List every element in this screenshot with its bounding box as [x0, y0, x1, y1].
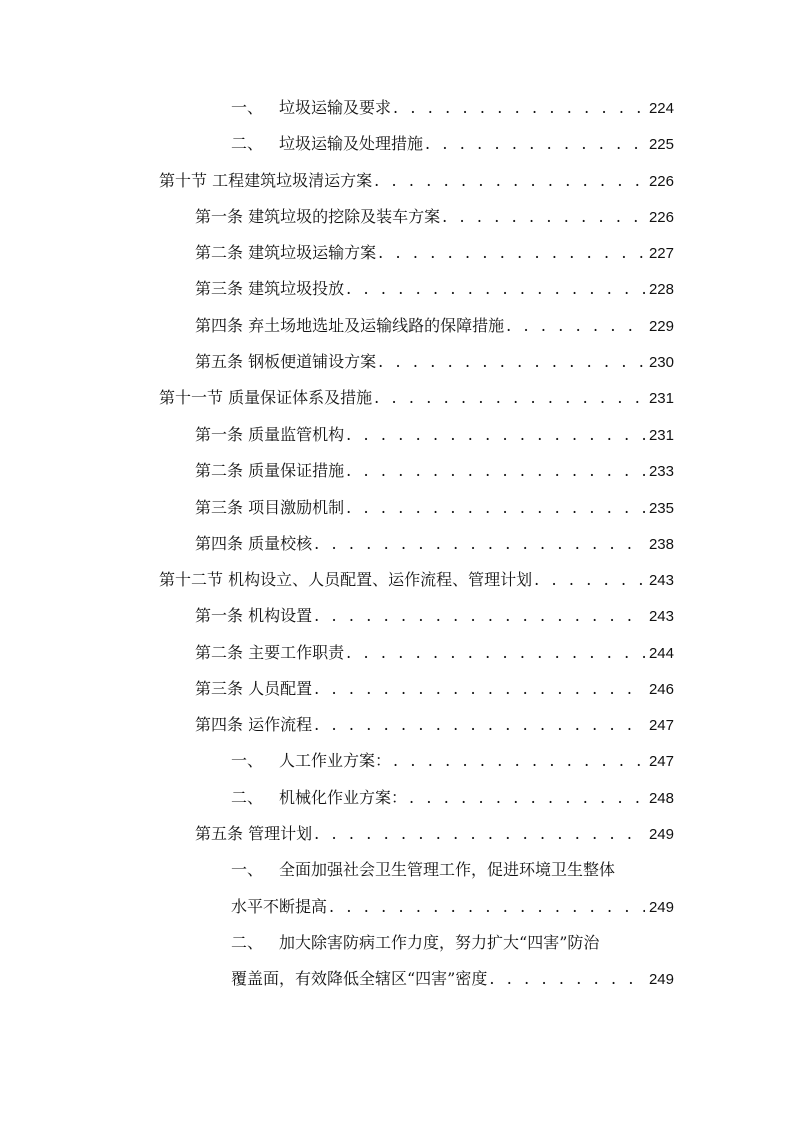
toc-entry-title: 第五条 管理计划: [195, 824, 313, 843]
toc-entry[interactable]: [195, 496, 674, 520]
toc-entry-title: 第十二节 机构设立、人员配置、运作流程、管理计划: [159, 570, 533, 589]
toc-entry-title: 第三条 建筑垃圾投放: [195, 279, 345, 298]
toc-entry-first-line[interactable]: [231, 858, 674, 882]
toc-entry-title: 二、 机械化作业方案：: [231, 788, 408, 807]
toc-entry-title: 第二条 主要工作职责: [195, 643, 345, 662]
toc-entry[interactable]: [231, 96, 674, 120]
toc-entry[interactable]: [231, 895, 674, 919]
dot-leader: [409, 786, 645, 810]
toc-entry[interactable]: [195, 459, 674, 483]
dot-leader: [314, 532, 645, 556]
toc-page-number: 229: [648, 318, 674, 335]
dot-leader: [346, 423, 645, 447]
toc-entry-title: 第四条 弃土场地选址及运输线路的保障措施: [195, 316, 505, 335]
toc-entry[interactable]: [195, 314, 674, 338]
toc-page-number: 227: [648, 245, 674, 262]
dot-leader: [329, 895, 645, 919]
toc-entry[interactable]: [231, 967, 674, 991]
toc-page-number: 248: [648, 790, 674, 807]
toc-entry[interactable]: [159, 386, 674, 410]
toc-entry[interactable]: [231, 749, 674, 773]
toc-page-number: 226: [648, 209, 674, 226]
toc-entry-title: 第十节 工程建筑垃圾清运方案: [159, 171, 373, 190]
toc-page-number: 238: [648, 536, 674, 553]
toc-entry-title: 第一条 建筑垃圾的挖除及装车方案: [195, 207, 441, 226]
dot-leader: [314, 677, 645, 701]
toc-entry-title: 第三条 人员配置: [195, 679, 313, 698]
dot-leader: [346, 277, 645, 301]
dot-leader: [346, 496, 645, 520]
dot-leader: [314, 604, 645, 628]
toc-page-number: 230: [648, 354, 674, 371]
toc-page-number: 249: [648, 826, 674, 843]
toc-entry[interactable]: [195, 641, 674, 665]
toc-entry[interactable]: [231, 132, 674, 156]
toc-entry[interactable]: [159, 169, 674, 193]
toc-entry[interactable]: [195, 277, 674, 301]
toc-entry-title: 全面加强社会卫生管理工作，促进环境卫生整体: [279, 860, 616, 879]
toc-page-number: 247: [648, 753, 674, 770]
dot-leader: [506, 314, 645, 338]
toc-entry-number: 二、: [231, 933, 264, 952]
toc-page-number: 224: [648, 100, 674, 117]
toc-entry[interactable]: [231, 786, 674, 810]
toc-entry-number: 一、: [231, 860, 264, 879]
toc-entry-title: 第一条 质量监管机构: [195, 425, 345, 444]
toc-entry-title: 一、 垃圾运输及要求: [231, 98, 392, 117]
dot-leader: [393, 749, 645, 773]
dot-leader: [442, 205, 645, 229]
toc-entry[interactable]: [195, 350, 674, 374]
toc-entry-title: 第二条 建筑垃圾运输方案: [195, 243, 377, 262]
toc-entry[interactable]: [195, 205, 674, 229]
dot-leader: [314, 713, 645, 737]
toc-entry-title: 第二条 质量保证措施: [195, 461, 345, 480]
toc-entry-title: 第一条 机构设置: [195, 606, 313, 625]
dot-leader: [314, 822, 645, 846]
toc-page-number: 249: [648, 899, 674, 916]
toc-page-number: 243: [648, 572, 674, 589]
dot-leader: [534, 568, 645, 592]
toc-entry-title-continued: 覆盖面，有效降低全辖区“四害”密度: [231, 969, 488, 988]
toc-entry-title: 第十一节 质量保证体系及措施: [159, 388, 373, 407]
toc-page-number: 247: [648, 717, 674, 734]
dot-leader: [346, 641, 645, 665]
dot-leader: [378, 241, 645, 265]
dot-leader: [374, 169, 645, 193]
toc-entry[interactable]: [195, 241, 674, 265]
toc-entry-title: 第四条 质量校核: [195, 534, 313, 553]
toc-page-number: 225: [648, 136, 674, 153]
toc-page-number: 243: [648, 608, 674, 625]
toc-entry[interactable]: [195, 677, 674, 701]
toc-page-number: 235: [648, 500, 674, 517]
toc-entry[interactable]: [195, 822, 674, 846]
dot-leader: [346, 459, 645, 483]
toc-page-number: 228: [648, 281, 674, 298]
toc-page-number: 249: [648, 971, 674, 988]
dot-leader: [489, 967, 645, 991]
toc-page-number: 231: [648, 427, 674, 444]
toc-entry-title-continued: 水平不断提高: [231, 897, 328, 916]
toc-page-number: 246: [648, 681, 674, 698]
toc-entry-title: 二、 垃圾运输及处理措施: [231, 134, 424, 153]
toc-entry-title: 一、 人工作业方案：: [231, 751, 392, 770]
toc-page-number: 244: [648, 645, 674, 662]
toc-entry[interactable]: [195, 423, 674, 447]
toc-entry-title: 加大除害防病工作力度，努力扩大“四害”防治: [279, 933, 600, 952]
dot-leader: [425, 132, 645, 156]
toc-entry-title: 第三条 项目激励机制: [195, 498, 345, 517]
toc-entry-first-line[interactable]: [231, 931, 674, 955]
toc-page-number: 231: [648, 390, 674, 407]
dot-leader: [393, 96, 645, 120]
dot-leader: [374, 386, 645, 410]
toc-page-number: 233: [648, 463, 674, 480]
toc-entry[interactable]: [195, 532, 674, 556]
toc-entry-title: 第四条 运作流程: [195, 715, 313, 734]
toc-entry[interactable]: [195, 604, 674, 628]
toc-entry[interactable]: [195, 713, 674, 737]
dot-leader: [378, 350, 645, 374]
toc-entry-title: 第五条 钢板便道铺设方案: [195, 352, 377, 371]
toc-entry[interactable]: [159, 568, 674, 592]
toc-page-number: 226: [648, 173, 674, 190]
